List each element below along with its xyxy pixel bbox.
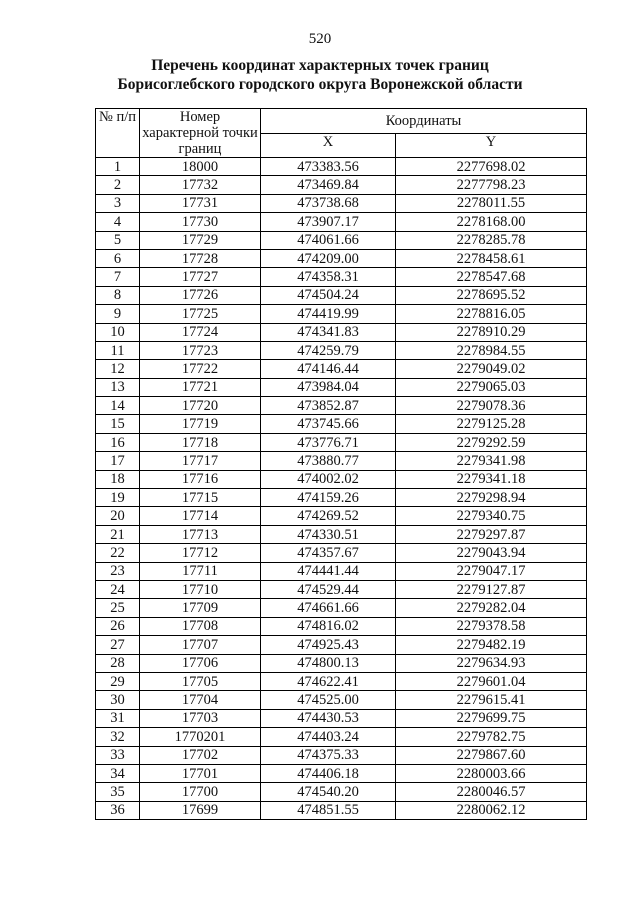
x-coordinate-cell: 474430.53 xyxy=(261,709,396,727)
x-coordinate-cell: 473907.17 xyxy=(261,213,396,231)
y-coordinate-cell: 2279601.04 xyxy=(396,672,587,690)
row-number-cell: 13 xyxy=(96,378,140,396)
x-coordinate-cell: 473776.71 xyxy=(261,433,396,451)
title-line-1: Перечень координат характерных точек границ xyxy=(151,57,489,74)
y-coordinate-cell: 2279340.75 xyxy=(396,507,587,525)
y-coordinate-cell: 2278168.00 xyxy=(396,213,587,231)
row-number-cell: 5 xyxy=(96,231,140,249)
x-coordinate-cell: 473738.68 xyxy=(261,194,396,212)
y-coordinate-cell: 2279782.75 xyxy=(396,728,587,746)
x-coordinate-cell: 474269.52 xyxy=(261,507,396,525)
table-row xyxy=(96,231,587,249)
table-row xyxy=(96,341,587,359)
y-coordinate-cell: 2278547.68 xyxy=(396,268,587,286)
point-number-cell: 17707 xyxy=(140,636,261,654)
x-coordinate-cell: 474540.20 xyxy=(261,783,396,801)
row-number-cell: 25 xyxy=(96,599,140,617)
point-number-cell: 17726 xyxy=(140,286,261,304)
y-coordinate-cell: 2280062.12 xyxy=(396,801,587,819)
point-number-cell: 18000 xyxy=(140,158,261,176)
x-coordinate-cell: 474419.99 xyxy=(261,305,396,323)
point-number-cell: 17722 xyxy=(140,360,261,378)
y-coordinate-cell: 2279049.02 xyxy=(396,360,587,378)
point-number-cell: 17708 xyxy=(140,617,261,635)
y-coordinate-cell: 2279127.87 xyxy=(396,580,587,598)
row-number-cell: 17 xyxy=(96,452,140,470)
point-number-cell: 17717 xyxy=(140,452,261,470)
point-number-cell: 17727 xyxy=(140,268,261,286)
y-coordinate-cell: 2278285.78 xyxy=(396,231,587,249)
table-row xyxy=(96,452,587,470)
y-coordinate-cell: 2277798.23 xyxy=(396,176,587,194)
row-number-cell: 24 xyxy=(96,580,140,598)
point-number-cell: 17705 xyxy=(140,672,261,690)
row-number-cell: 11 xyxy=(96,341,140,359)
table-row xyxy=(96,176,587,194)
row-number-cell: 4 xyxy=(96,213,140,231)
row-number-cell: 10 xyxy=(96,323,140,341)
row-number-cell: 6 xyxy=(96,249,140,267)
point-number-cell: 17719 xyxy=(140,415,261,433)
x-coordinate-cell: 473469.84 xyxy=(261,176,396,194)
point-number-cell: 17704 xyxy=(140,691,261,709)
x-coordinate-cell: 474816.02 xyxy=(261,617,396,635)
x-coordinate-cell: 473745.66 xyxy=(261,415,396,433)
row-number-cell: 33 xyxy=(96,746,140,764)
row-number-cell: 9 xyxy=(96,305,140,323)
row-number-cell: 29 xyxy=(96,672,140,690)
table-row xyxy=(96,249,587,267)
row-number-cell: 3 xyxy=(96,194,140,212)
y-coordinate-cell: 2279867.60 xyxy=(396,746,587,764)
point-number-cell: 17699 xyxy=(140,801,261,819)
point-number-cell: 17715 xyxy=(140,489,261,507)
x-coordinate-cell: 474159.26 xyxy=(261,489,396,507)
x-coordinate-cell: 474002.02 xyxy=(261,470,396,488)
point-number-cell: 17728 xyxy=(140,249,261,267)
table-row xyxy=(96,599,587,617)
row-number-cell: 35 xyxy=(96,783,140,801)
y-coordinate-cell: 2278695.52 xyxy=(396,286,587,304)
table-row xyxy=(96,746,587,764)
header-row-number: № п/п xyxy=(96,109,140,158)
y-coordinate-cell: 2279298.94 xyxy=(396,489,587,507)
point-number-cell: 17729 xyxy=(140,231,261,249)
point-number-cell: 17713 xyxy=(140,525,261,543)
point-number-cell: 17718 xyxy=(140,433,261,451)
x-coordinate-cell: 474259.79 xyxy=(261,341,396,359)
x-coordinate-cell: 474800.13 xyxy=(261,654,396,672)
row-number-cell: 22 xyxy=(96,544,140,562)
header-point-number: Номер характерной точки границ xyxy=(140,109,261,158)
y-coordinate-cell: 2280003.66 xyxy=(396,764,587,782)
table-row xyxy=(96,672,587,690)
x-coordinate-cell: 474504.24 xyxy=(261,286,396,304)
row-number-cell: 8 xyxy=(96,286,140,304)
row-number-cell: 14 xyxy=(96,397,140,415)
row-number-cell: 30 xyxy=(96,691,140,709)
row-number-cell: 36 xyxy=(96,801,140,819)
header-y: Y xyxy=(396,133,587,158)
row-number-cell: 26 xyxy=(96,617,140,635)
x-coordinate-cell: 474622.41 xyxy=(261,672,396,690)
table-row xyxy=(96,764,587,782)
row-number-cell: 19 xyxy=(96,489,140,507)
point-number-cell: 17711 xyxy=(140,562,261,580)
x-coordinate-cell: 474925.43 xyxy=(261,636,396,654)
point-number-cell: 1770201 xyxy=(140,728,261,746)
x-coordinate-cell: 474441.44 xyxy=(261,562,396,580)
y-coordinate-cell: 2277698.02 xyxy=(396,158,587,176)
table-row xyxy=(96,213,587,231)
y-coordinate-cell: 2278011.55 xyxy=(396,194,587,212)
table-row xyxy=(96,323,587,341)
y-coordinate-cell: 2279615.41 xyxy=(396,691,587,709)
row-number-cell: 27 xyxy=(96,636,140,654)
header-x: X xyxy=(261,133,396,158)
table-row xyxy=(96,489,587,507)
table-row xyxy=(96,433,587,451)
point-number-cell: 17716 xyxy=(140,470,261,488)
x-coordinate-cell: 474330.51 xyxy=(261,525,396,543)
table-row xyxy=(96,580,587,598)
table-row xyxy=(96,158,587,176)
y-coordinate-cell: 2279125.28 xyxy=(396,415,587,433)
row-number-cell: 16 xyxy=(96,433,140,451)
row-number-cell: 31 xyxy=(96,709,140,727)
x-coordinate-cell: 474661.66 xyxy=(261,599,396,617)
y-coordinate-cell: 2280046.57 xyxy=(396,783,587,801)
table-row xyxy=(96,286,587,304)
point-number-cell: 17724 xyxy=(140,323,261,341)
row-number-cell: 2 xyxy=(96,176,140,194)
y-coordinate-cell: 2278816.05 xyxy=(396,305,587,323)
table-row xyxy=(96,194,587,212)
point-number-cell: 17714 xyxy=(140,507,261,525)
table-row xyxy=(96,507,587,525)
point-number-cell: 17730 xyxy=(140,213,261,231)
y-coordinate-cell: 2279699.75 xyxy=(396,709,587,727)
x-coordinate-cell: 474406.18 xyxy=(261,764,396,782)
row-number-cell: 34 xyxy=(96,764,140,782)
y-coordinate-cell: 2279282.04 xyxy=(396,599,587,617)
y-coordinate-cell: 2279482.19 xyxy=(396,636,587,654)
table-row xyxy=(96,728,587,746)
point-number-cell: 17731 xyxy=(140,194,261,212)
row-number-cell: 20 xyxy=(96,507,140,525)
x-coordinate-cell: 473984.04 xyxy=(261,378,396,396)
y-coordinate-cell: 2279341.98 xyxy=(396,452,587,470)
y-coordinate-cell: 2279043.94 xyxy=(396,544,587,562)
point-number-cell: 17721 xyxy=(140,378,261,396)
table-row xyxy=(96,268,587,286)
row-number-cell: 32 xyxy=(96,728,140,746)
table-row xyxy=(96,378,587,396)
document-title xyxy=(0,56,640,94)
y-coordinate-cell: 2279634.93 xyxy=(396,654,587,672)
y-coordinate-cell: 2278458.61 xyxy=(396,249,587,267)
header-coordinates: Координаты xyxy=(261,109,587,134)
x-coordinate-cell: 474358.31 xyxy=(261,268,396,286)
table-row xyxy=(96,636,587,654)
table-row xyxy=(96,783,587,801)
x-coordinate-cell: 474851.55 xyxy=(261,801,396,819)
point-number-cell: 17709 xyxy=(140,599,261,617)
point-number-cell: 17706 xyxy=(140,654,261,672)
point-number-cell: 17712 xyxy=(140,544,261,562)
y-coordinate-cell: 2278984.55 xyxy=(396,341,587,359)
y-coordinate-cell: 2279292.59 xyxy=(396,433,587,451)
table-row xyxy=(96,305,587,323)
point-number-cell: 17732 xyxy=(140,176,261,194)
x-coordinate-cell: 473852.87 xyxy=(261,397,396,415)
table-row xyxy=(96,544,587,562)
point-number-cell: 17723 xyxy=(140,341,261,359)
table-row xyxy=(96,397,587,415)
row-number-cell: 21 xyxy=(96,525,140,543)
row-number-cell: 23 xyxy=(96,562,140,580)
x-coordinate-cell: 474061.66 xyxy=(261,231,396,249)
y-coordinate-cell: 2279078.36 xyxy=(396,397,587,415)
page-number: 520 xyxy=(308,31,332,47)
point-number-cell: 17700 xyxy=(140,783,261,801)
y-coordinate-cell: 2278910.29 xyxy=(396,323,587,341)
table-body xyxy=(96,158,587,820)
table-row xyxy=(96,617,587,635)
y-coordinate-cell: 2279047.17 xyxy=(396,562,587,580)
table-row xyxy=(96,801,587,819)
row-number-cell: 28 xyxy=(96,654,140,672)
x-coordinate-cell: 474357.67 xyxy=(261,544,396,562)
point-number-cell: 17720 xyxy=(140,397,261,415)
x-coordinate-cell: 474146.44 xyxy=(261,360,396,378)
y-coordinate-cell: 2279341.18 xyxy=(396,470,587,488)
table-row xyxy=(96,709,587,727)
coordinates-table xyxy=(95,108,587,820)
point-number-cell: 17702 xyxy=(140,746,261,764)
row-number-cell: 12 xyxy=(96,360,140,378)
table-row xyxy=(96,654,587,672)
point-number-cell: 17703 xyxy=(140,709,261,727)
table-row xyxy=(96,470,587,488)
x-coordinate-cell: 473383.56 xyxy=(261,158,396,176)
table-row xyxy=(96,562,587,580)
y-coordinate-cell: 2279297.87 xyxy=(396,525,587,543)
x-coordinate-cell: 474529.44 xyxy=(261,580,396,598)
x-coordinate-cell: 474209.00 xyxy=(261,249,396,267)
x-coordinate-cell: 474525.00 xyxy=(261,691,396,709)
title-line-2: Борисоглебского городского округа Воронежской области xyxy=(117,76,523,93)
table-row xyxy=(96,360,587,378)
row-number-cell: 18 xyxy=(96,470,140,488)
point-number-cell: 17710 xyxy=(140,580,261,598)
table-row xyxy=(96,525,587,543)
table-row xyxy=(96,415,587,433)
y-coordinate-cell: 2279065.03 xyxy=(396,378,587,396)
x-coordinate-cell: 474341.83 xyxy=(261,323,396,341)
x-coordinate-cell: 473880.77 xyxy=(261,452,396,470)
point-number-cell: 17701 xyxy=(140,764,261,782)
row-number-cell: 1 xyxy=(96,158,140,176)
row-number-cell: 7 xyxy=(96,268,140,286)
point-number-cell: 17725 xyxy=(140,305,261,323)
table-row xyxy=(96,691,587,709)
y-coordinate-cell: 2279378.58 xyxy=(396,617,587,635)
row-number-cell: 15 xyxy=(96,415,140,433)
x-coordinate-cell: 474403.24 xyxy=(261,728,396,746)
x-coordinate-cell: 474375.33 xyxy=(261,746,396,764)
